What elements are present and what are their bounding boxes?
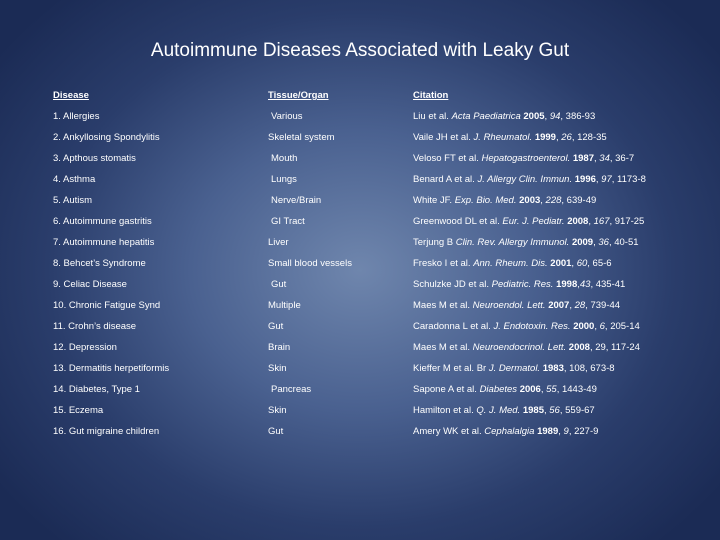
citation-text: , 128-35	[571, 132, 607, 143]
citation-text: Maes M et al.	[413, 342, 473, 353]
tissue-cell: Various	[271, 111, 303, 122]
citation-text: Hamilton et al.	[413, 405, 477, 416]
citation-year: 1998	[556, 279, 578, 290]
citation-text: ,	[593, 237, 599, 248]
citation-text: Schulzke JD et al.	[413, 279, 492, 290]
citation-text: Veloso FT et al.	[413, 153, 482, 164]
journal-name: Diabetes	[479, 384, 518, 395]
citation-cell	[413, 279, 625, 291]
citation-text: Liu et al.	[413, 111, 452, 122]
tissue-cell: Gut	[268, 426, 284, 437]
citation-cell	[413, 363, 615, 375]
journal-name: Ann. Rheum. Dis.	[473, 258, 548, 269]
citation-text: ,	[594, 153, 600, 164]
citation-text: Sapone A et al.	[413, 384, 480, 395]
citation-text: ,	[555, 132, 562, 143]
citation-cell	[413, 174, 646, 186]
citation-year: 1985	[522, 405, 544, 416]
citation-year: 2006	[519, 384, 541, 395]
citation-text: , 435-41	[590, 279, 626, 290]
journal-name: 36	[598, 237, 609, 248]
citation-text: , 386-93	[560, 111, 596, 122]
citation-text: ,	[569, 300, 575, 311]
slide-title: Autoimmune Diseases Associated with Leaky Gut	[150, 40, 570, 61]
citation-text: , 108, 673-8	[563, 363, 615, 374]
journal-name: Exp. Bio. Med.	[454, 195, 517, 206]
citation-text: , 65-6	[587, 258, 612, 269]
journal-name: Neuroendol. Lett.	[472, 300, 546, 311]
citation-text: Caradonna L et al.	[413, 321, 494, 332]
citation-year: 1989	[537, 426, 559, 437]
citation-year: 1987	[572, 153, 594, 164]
header-disease: Disease	[53, 90, 89, 101]
citation-text: Vaile JH et al.	[413, 132, 474, 143]
citation-cell	[413, 384, 597, 396]
citation-year: 2008	[568, 342, 590, 353]
citation-text: ,	[540, 195, 546, 206]
citation-text: Terjung B	[413, 237, 456, 248]
journal-name: J. Rheumatol.	[473, 132, 533, 143]
citation-year: 2003	[519, 195, 541, 206]
citation-text: , 639-49	[561, 195, 597, 206]
citation-cell	[413, 426, 598, 438]
citation-text: Maes M et al.	[413, 300, 473, 311]
tissue-cell: GI Tract	[271, 216, 305, 227]
disease-cell: 12. Depression	[53, 342, 117, 353]
tissue-cell: Brain	[268, 342, 291, 353]
tissue-cell: Pancreas	[271, 384, 312, 395]
tissue-cell: Skin	[268, 405, 287, 416]
disease-cell: 10. Chronic Fatigue Synd	[53, 300, 161, 311]
disease-cell: 2. Ankyllosing Spondylitis	[53, 132, 160, 143]
citation-text: , 739-44	[585, 300, 621, 311]
tissue-cell: Nerve/Brain	[271, 195, 322, 206]
journal-name: Cephalalgia	[484, 426, 535, 437]
tissue-cell: Skin	[268, 363, 287, 374]
citation-year: 2005	[523, 111, 545, 122]
citation-text: , 559-67	[559, 405, 595, 416]
journal-name: 9	[563, 426, 569, 437]
disease-cell: 4. Asthma	[53, 174, 96, 185]
citation-cell	[413, 300, 620, 312]
journal-name: Q. J. Med.	[476, 405, 521, 416]
citation-text: ,	[577, 279, 580, 290]
citation-text: , 205-14	[604, 321, 640, 332]
journal-name: 26	[561, 132, 572, 143]
citation-text: Benard A et al.	[413, 174, 478, 185]
citation-cell	[413, 342, 640, 354]
tissue-cell: Skeletal system	[268, 132, 335, 143]
journal-name: 228	[545, 195, 562, 206]
disease-cell: 9. Celiac Disease	[53, 279, 127, 290]
citation-text: ,	[543, 405, 550, 416]
journal-name: J. Dermatol.	[488, 363, 541, 374]
journal-name: Acta Paediatrica	[451, 111, 521, 122]
disease-cell: 14. Diabetes, Type 1	[53, 384, 140, 395]
journal-name: 28	[574, 300, 586, 311]
citation-text: ,	[540, 384, 547, 395]
disease-cell: 6. Autoimmune gastritis	[53, 216, 152, 227]
citation-year: 2000	[573, 321, 595, 332]
journal-name: 94	[549, 111, 561, 122]
citation-cell	[413, 111, 595, 123]
citation-cell	[413, 132, 607, 144]
journal-name: 60	[576, 258, 588, 269]
citation-year: 2001	[550, 258, 572, 269]
citation-text: ,	[544, 111, 550, 122]
journal-name: 55	[546, 384, 557, 395]
tissue-cell: Liver	[268, 237, 289, 248]
disease-cell: 1. Allergies	[53, 111, 100, 122]
citation-cell	[413, 258, 612, 270]
citation-text: , 36-7	[609, 153, 635, 164]
citation-year: 1983	[542, 363, 564, 374]
citation-cell	[413, 216, 644, 228]
citation-text: , 227-9	[568, 426, 599, 437]
journal-name: Eur. J. Pediatr.	[502, 216, 565, 227]
tissue-cell: Lungs	[271, 174, 297, 185]
journal-name: J. Endotoxin. Res.	[493, 321, 571, 332]
disease-cell: 7. Autoimmune hepatitis	[53, 237, 155, 248]
citation-text: ,	[595, 174, 602, 185]
journal-name: 43	[579, 279, 591, 290]
citation-text: ,	[588, 216, 594, 227]
citation-text: ,	[558, 426, 564, 437]
citation-year: 2008	[567, 216, 589, 227]
citation-text: Amery WK et al.	[413, 426, 485, 437]
disease-cell: 5. Autism	[53, 195, 93, 206]
citation-text: ,	[571, 258, 577, 269]
citation-cell	[413, 153, 634, 165]
citation-text: , 1443-49	[556, 384, 597, 395]
journal-name: 34	[599, 153, 610, 164]
citation-text: ,	[594, 321, 600, 332]
disease-cell: 15. Eczema	[53, 405, 104, 416]
journal-name: Pediatric. Res.	[491, 279, 554, 290]
tissue-cell: Small blood vessels	[268, 258, 352, 269]
disease-cell: 13. Dermatitis herpetiformis	[53, 363, 170, 374]
citation-text: White JF.	[413, 195, 455, 206]
tissue-cell: Gut	[271, 279, 287, 290]
journal-name: 97	[601, 174, 612, 185]
journal-name: 56	[549, 405, 560, 416]
citation-year: 1996	[574, 174, 596, 185]
citation-text: , 29, 117-24	[589, 342, 640, 353]
citation-text: Kieffer M et al. Br	[413, 363, 489, 374]
tissue-cell: Multiple	[268, 300, 301, 311]
journal-name: Hepatogastroenterol.	[481, 153, 571, 164]
citation-year: 2007	[548, 300, 570, 311]
journal-name: Clin. Rev. Allergy Immunol.	[455, 237, 570, 248]
citation-text: , 40-51	[608, 237, 639, 248]
citation-text: Fresko I et al.	[413, 258, 474, 269]
journal-name: J. Allergy Clin. Immun.	[477, 174, 573, 185]
citation-cell	[413, 405, 595, 417]
header-tissue-organ: Tissue/Organ	[268, 90, 329, 101]
journal-name: 6	[599, 321, 605, 332]
disease-cell: 11. Crohn’s disease	[53, 321, 137, 332]
citation-text: , 1173-8	[611, 174, 646, 185]
citation-year: 1999	[534, 132, 556, 143]
disease-cell: 16. Gut migraine children	[53, 426, 160, 437]
citation-text: , 917-25	[609, 216, 645, 227]
journal-name: 167	[593, 216, 610, 227]
citation-cell	[413, 321, 640, 333]
citation-text: Greenwood DL et al.	[413, 216, 503, 227]
journal-name: Neuroendocrinol. Lett.	[472, 342, 567, 353]
header-citation: Citation	[413, 90, 449, 101]
citation-cell	[413, 237, 639, 249]
citation-cell	[413, 195, 596, 207]
disease-cell: 3. Apthous stomatis	[53, 153, 136, 164]
tissue-cell: Mouth	[271, 153, 298, 164]
disease-cell: 8. Behcet’s Syndrome	[53, 258, 146, 269]
tissue-cell: Gut	[268, 321, 284, 332]
citation-year: 2009	[571, 237, 594, 248]
